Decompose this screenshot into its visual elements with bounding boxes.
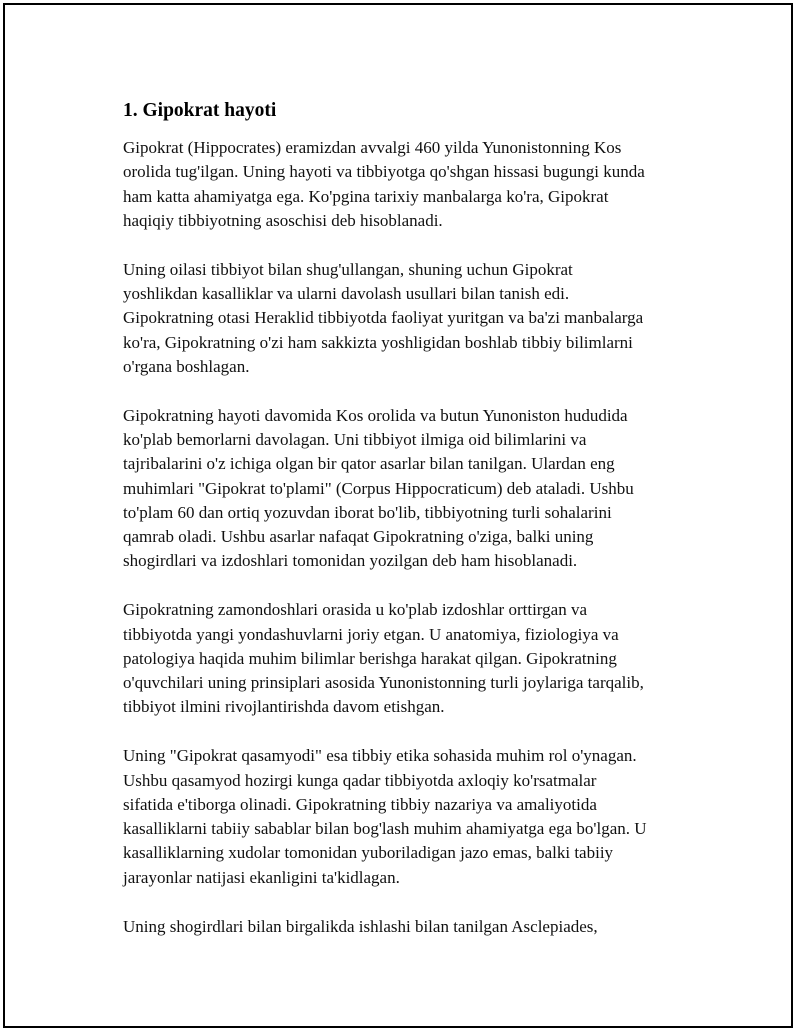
document-page bbox=[3, 3, 793, 1028]
paragraph-2: Uning oilasi tibbiyot bilan shug'ullangan, shuning uchun Gipokrat yoshlikdan kasalliklar va ularni davolash usullari bilan tanish edi. Gipokratning otasi Heraklid tibbiyotda faoliyat yuritgan va ba'zi manbalarga ko'ra, Gipokratning o'zi ham sakkizta yoshligidan boshlab tibbiy bilimlarni o'rgana boshlagan. bbox=[123, 259, 644, 376]
section-heading: 1. Gipokrat hayoti bbox=[123, 100, 277, 121]
paragraph-3: Gipokratning hayoti davomida Kos orolida va butun Yunoniston hududida ko'plab bemorlarni davolagan. Uni tibbiyot ilmiga oid bilimlarini va tajribalarini o'z ichiga olgan bir qator asarlar bilan tanilgan. Ulardan eng muhimlari "Gipokrat to'plami" (Corpus Hippocraticum) deb ataladi. Ushbu to'plam 60 dan ortiq yozuvdan iborat bo'lib, tibbiyotning turli sohalarini qamrab oladi. Ushbu asarlar nafaqat Gipokratning o'ziga, balki uning shogirdlari va izdoshlari tomonidan yozilgan deb ham hisoblanadi. bbox=[123, 405, 634, 571]
paragraph-4: Gipokratning zamondoshlari orasida u ko'plab izdoshlar orttirgan va tibbiyotda yangi yondashuvlarni joriy etgan. U anatomiya, fiziologiya va patologiya haqida muhim bilimlar berishga harakat qilgan. Gipokratning o'quvchilari uning prinsiplari asosida Yunonistonning turli joylariga tarqalib, tibbiyot ilmini rivojlantirishda davom etishgan. bbox=[123, 600, 644, 717]
document-body bbox=[123, 98, 703, 963]
paragraph-1: Gipokrat (Hippocrates) eramizdan avvalgi 460 yilda Yunonistonning Kos orolida tug'ilgan. Uning hayoti va tibbiyotga qo'shgan hissasi bugungi kunda ham katta ahamiyatga ega. Ko'pgina tarixiy manbalarga ko'ra, Gipokrat haqiqiy tibbiyotning asoschisi deb hisoblanadi. bbox=[123, 138, 645, 230]
paragraph-6: Uning shogirdlari bilan birgalikda ishlashi bilan tanilgan Asclepiades, bbox=[123, 916, 598, 936]
paragraph-5: Uning "Gipokrat qasamyodi" esa tibbiy etika sohasida muhim rol o'ynagan. Ushbu qasamyod hozirgi kunga qadar tibbiyotda axloqiy ko'rsatmalar sifatida e'tiborga olinadi. Gipokratning tibbiy nazariya va amaliyotida kasalliklarni tabiiy sabablar bilan bog'lash muhim ahamiyatga ega bo'lgan. U kasalliklarning xudolar tomonidan yuboriladigan jazo emas, balki tabiiy jarayonlar natijasi ekanligini ta'kidlagan. bbox=[123, 746, 647, 887]
